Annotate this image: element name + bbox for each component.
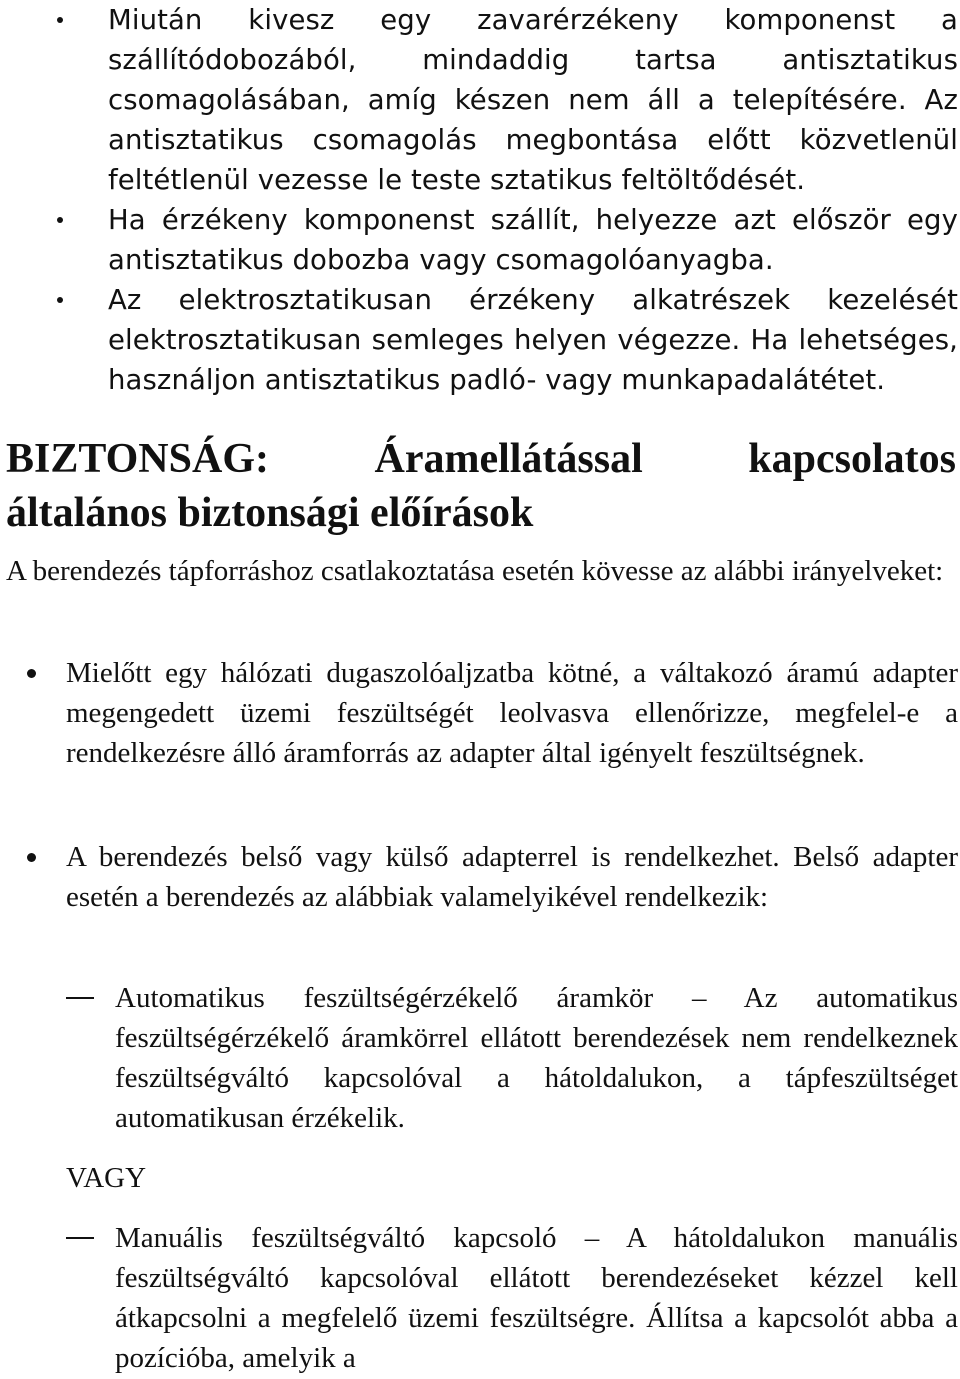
sub-list-item-text: Automatikus feszültségérzékelő áramkör – Az automatikus feszültségérzékelő áramkörrel ellátott berendezések nem rendelkeznek feszültségváltó kapcsolóval a hátoldalukon, a tápfeszültséget automatikusan érzékelik. bbox=[115, 982, 958, 1134]
esd-guideline-list bbox=[0, 0, 960, 400]
section-heading bbox=[6, 432, 956, 540]
sub-list-item bbox=[0, 1218, 960, 1378]
list-item bbox=[0, 837, 960, 917]
heading-line-2: általános biztonsági előírások bbox=[6, 490, 534, 536]
list-item bbox=[0, 280, 960, 400]
bullet-icon bbox=[57, 217, 63, 223]
list-item bbox=[0, 0, 960, 200]
list-item-text: Miután kivesz egy zavarérzékeny komponenst a szállítódobozából, mindaddig tartsa antisztatikus csomagolásában, amíg készen nem áll a telepítésére. Az antisztatikus csomagolás megbontása előtt közvetlenül feltétlenül vezesse le teste sztatikus feltöltődését. bbox=[108, 4, 958, 196]
heading-line-1: BIZTONSÁG: Áramellátással kapcsolatos bbox=[6, 436, 956, 482]
sub-list-item bbox=[0, 978, 960, 1138]
list-item-text: A berendezés belső vagy külső adapterrel is rendelkezhet. Belső adapter esetén a berendezés az alábbiak valamelyikével rendelkezik: bbox=[66, 841, 958, 913]
or-separator: VAGY bbox=[66, 1162, 147, 1194]
bullet-icon bbox=[27, 853, 36, 862]
sub-list-item-text: Manuális feszültségváltó kapcsoló – A hátoldalukon manuális feszültségváltó kapcsolóval ellátott berendezéseket kézzel kell átkapcsolni a megfelelő üzemi feszültségre. Állítsa a kapcsolót abba a pozícióba, amelyik a bbox=[115, 1222, 958, 1374]
dash-icon bbox=[66, 1237, 94, 1239]
bullet-icon bbox=[57, 297, 63, 303]
dash-icon bbox=[66, 997, 94, 999]
bullet-icon bbox=[57, 17, 63, 23]
list-item-text: Mielőtt egy hálózati dugaszolóaljzatba kötné, a váltakozó áramú adapter megengedett üzemi feszültségét leolvasva ellenőrizze, megfelel-e a rendelkezésre álló áramforrás az adapter által igényelt feszültségnek. bbox=[66, 657, 958, 769]
list-item-text: Ha érzékeny komponenst szállít, helyezze azt először egy antisztatikus dobozba vagy csomagolóanyagba. bbox=[108, 204, 958, 276]
list-item-text: Az elektrosztatikusan érzékeny alkatrészek kezelését elektrosztatikusan semleges helyen végezze. Ha lehetséges, használjon antisztatikus padló- vagy munkapadalátétet. bbox=[108, 284, 958, 396]
bullet-icon bbox=[27, 669, 36, 678]
list-item bbox=[0, 200, 960, 280]
intro-paragraph: A berendezés tápforráshoz csatlakoztatása esetén kövesse az alábbi irányelveket: bbox=[6, 555, 944, 587]
list-item bbox=[0, 653, 960, 773]
